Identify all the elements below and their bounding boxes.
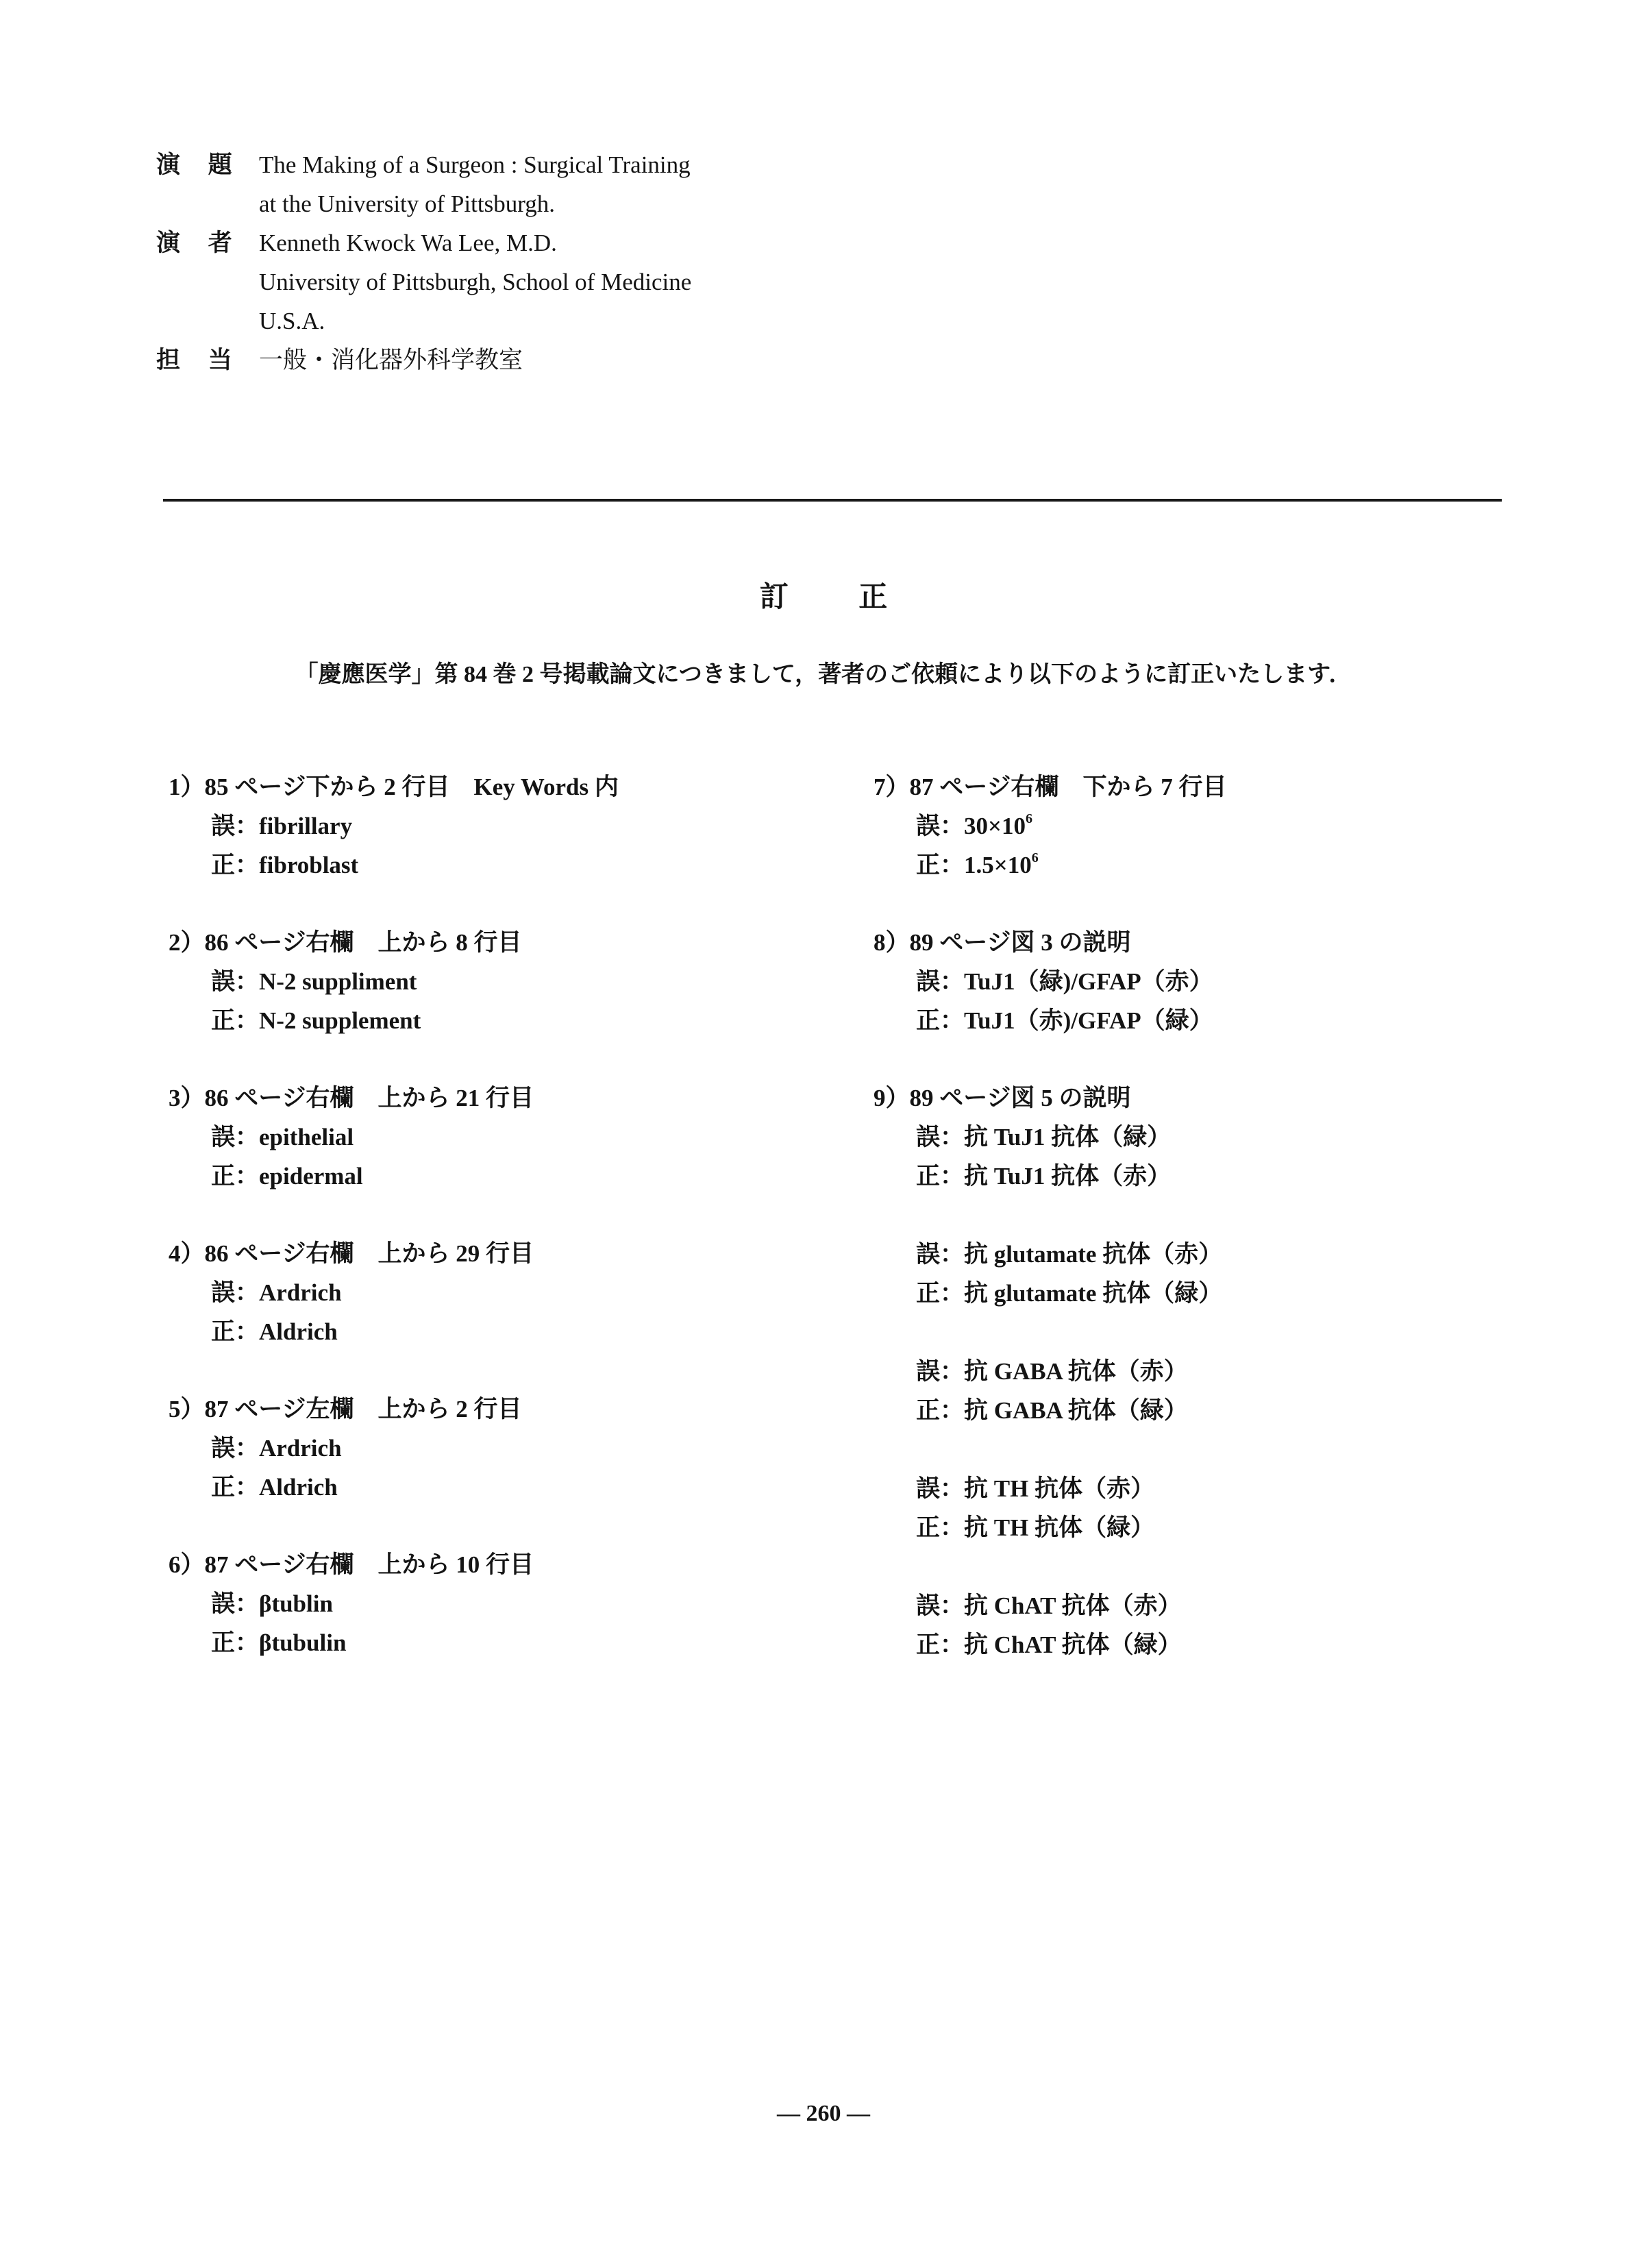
lecture-title	[259, 145, 691, 223]
lecture-dept-row	[156, 341, 691, 380]
lecture-title-label: 演 題	[156, 151, 243, 178]
errata-item-head: 7）87 ページ右欄 下から 7 行目	[874, 774, 1227, 800]
exponent: 6	[1031, 850, 1039, 865]
correct-text: 正：βtubulin	[211, 1629, 347, 1656]
wrong-text: 誤：Ardrich	[211, 1279, 342, 1306]
section-divider	[163, 499, 1502, 502]
errata-item-head: 4）86 ページ右欄 上から 29 行目	[169, 1240, 534, 1267]
speaker-line: U.S.A.	[259, 308, 325, 334]
errata-item	[169, 1390, 854, 1507]
wrong-text	[874, 806, 1490, 846]
lecture-speaker-label: 演 者	[156, 230, 243, 256]
lecture-title-line: at the University of Pittsburgh.	[259, 190, 555, 217]
page-number: — 260 —	[777, 2101, 870, 2126]
correct-text: 正：抗 GABA 抗体（緑）	[916, 1397, 1188, 1424]
errata-item	[874, 1078, 1490, 1664]
correct-text: 正：抗 TH 抗体（緑）	[916, 1514, 1155, 1541]
correct-text: 正：Aldrich	[211, 1474, 338, 1501]
correct-text: 正：抗 TuJ1 抗体（赤）	[916, 1163, 1172, 1190]
wrong-text-base: 誤：30×10	[916, 813, 1026, 839]
wrong-text: 誤：fibrillary	[211, 813, 353, 839]
lecture-title-line: The Making of a Surgeon : Surgical Training	[259, 151, 691, 178]
errata-item-head: 2）86 ページ右欄 上から 8 行目	[169, 929, 522, 956]
errata-item-head: 6）87 ページ右欄 上から 10 行目	[169, 1551, 534, 1578]
wrong-text: 誤：抗 GABA 抗体（赤）	[916, 1358, 1188, 1385]
correct-text: 正：TuJ1（赤)/GFAP（緑）	[916, 1007, 1213, 1034]
lecture-dept: 一般・消化器外科学教室	[259, 347, 523, 373]
correct-text: 正：fibroblast	[211, 852, 359, 878]
errata-item	[874, 923, 1490, 1040]
wrong-text: 誤：抗 ChAT 抗体（赤）	[916, 1592, 1182, 1619]
errata-item	[169, 767, 854, 885]
errata-item	[169, 1078, 854, 1196]
correct-text: 正：epidermal	[211, 1163, 363, 1190]
errata-item-head: 8）89 ページ図 3 の説明	[874, 929, 1131, 956]
errata-item-head: 1）85 ページ下から 2 行目 Key Words 内	[169, 774, 619, 800]
speaker-line: University of Pittsburgh, School of Medicine	[259, 269, 692, 295]
errata-item	[169, 923, 854, 1040]
correct-text-base: 正：1.5×10	[916, 852, 1032, 878]
wrong-text: 誤：Ardrich	[211, 1435, 342, 1462]
wrong-text: 誤：epithelial	[211, 1124, 354, 1150]
errata-item	[874, 767, 1490, 885]
errata-item	[169, 1234, 854, 1351]
errata-left-column	[169, 767, 854, 1701]
correct-text: 正：N-2 supplement	[211, 1007, 421, 1034]
correct-text: 正：抗 ChAT 抗体（緑）	[916, 1631, 1182, 1658]
lecture-info	[156, 145, 691, 380]
lecture-title-row	[156, 145, 691, 223]
lecture-dept-label: 担 当	[156, 347, 243, 373]
errata-item-head: 9）89 ページ図 5 の説明	[874, 1085, 1131, 1111]
correct-text: 正：抗 glutamate 抗体（緑）	[916, 1280, 1223, 1307]
lecture-speaker	[259, 223, 691, 341]
errata-item-head: 3）86 ページ右欄 上から 21 行目	[169, 1085, 534, 1111]
errata-item	[169, 1545, 854, 1662]
errata-item-head: 5）87 ページ左欄 上から 2 行目	[169, 1396, 522, 1422]
wrong-text: 誤：TuJ1（緑)/GFAP（赤）	[916, 968, 1213, 995]
wrong-text: 誤：抗 TuJ1 抗体（緑）	[916, 1124, 1172, 1150]
lecture-speaker-row	[156, 223, 691, 341]
wrong-text: 誤：抗 glutamate 抗体（赤）	[916, 1241, 1223, 1268]
correct-text: 正：Aldrich	[211, 1318, 338, 1345]
speaker-line: Kenneth Kwock Wa Lee, M.D.	[259, 230, 557, 256]
correct-text	[874, 846, 1490, 885]
errata-title: 訂 正	[759, 582, 919, 613]
wrong-text: 誤：βtublin	[211, 1590, 333, 1617]
errata-intro: 「慶應医学」第 84 巻 2 号掲載論文につきまして，著者のご依頼により以下のように訂正いたします．	[295, 662, 1352, 687]
wrong-text: 誤：N-2 suppliment	[211, 968, 417, 995]
errata-right-column	[874, 767, 1490, 1703]
wrong-text: 誤：抗 TH 抗体（赤）	[916, 1475, 1155, 1502]
exponent: 6	[1025, 811, 1032, 826]
